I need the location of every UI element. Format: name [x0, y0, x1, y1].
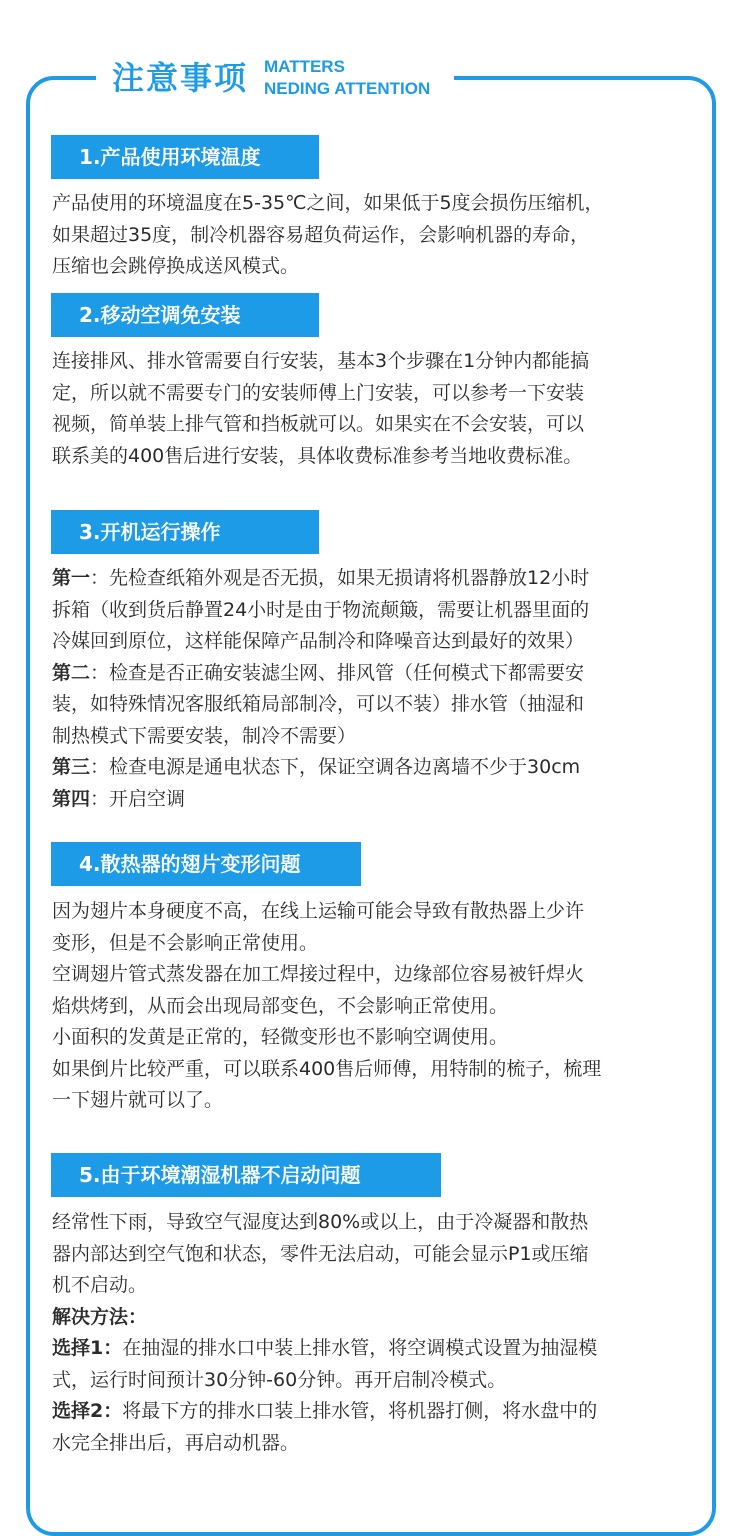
page-title: 注意事项	[112, 59, 249, 97]
text-line: 焰烘烤到，从而会出现局部变色，不会影响正常使用。	[52, 994, 509, 1017]
section-2-body	[52, 346, 712, 472]
solution-heading: 解决方法：	[52, 1305, 148, 1328]
text-line: 器内部达到空气饱和状态，零件无法启动，可能会显示P1或压缩	[52, 1242, 589, 1265]
text-line: 小面积的发黄是正常的，轻微变形也不影响空调使用。	[52, 1026, 509, 1048]
text-line: 空调翅片管式蒸发器在加工焊接过程中，边缘部位容易被钎焊火	[52, 963, 585, 985]
step-4-line	[52, 784, 712, 816]
section-5-body	[52, 1207, 712, 1459]
text-line: 压缩也会跳停换成送风模式。	[52, 255, 300, 277]
step-3-text: ：检查电源是通电状态下，保证空调各边离墙不少于30cm	[90, 756, 581, 778]
section-2-heading: 2.移动空调免安装	[51, 293, 319, 337]
step-3-prefix: 第三	[52, 756, 91, 778]
option-2-prefix: 选择2：	[52, 1400, 123, 1422]
step-1-text: ：先检查纸箱外观是否无损，如果无损请将机器静放12小时	[90, 567, 590, 589]
step-2-line	[52, 658, 712, 690]
text-line: 如果超过35度，制冷机器容易超负荷运作，会影响机器的寿命，	[52, 223, 590, 246]
text-line: 如果倒片比较严重，可以联系400售后师傅，用特制的梳子，梳理	[52, 1057, 602, 1080]
subtitle-line-1: MATTERS	[264, 57, 345, 76]
step-2-text: ：检查是否正确安装滤尘网、排风管（任何模式下都需要安	[90, 661, 585, 684]
text-line: 因为翅片本身硬度不高，在线上运输可能会导致有散热器上少许	[52, 900, 585, 922]
option-2-text: 将最下方的排水口装上排水管，将机器打侧，将水盘中的	[122, 1400, 598, 1422]
text-line: 产品使用的环境温度在5-35℃之间，如果低于5度会损伤压缩机，	[52, 192, 604, 214]
section-1-heading: 1.产品使用环境温度	[51, 135, 319, 179]
option-2-line	[52, 1396, 712, 1428]
section-3-heading: 3.开机运行操作	[51, 510, 319, 554]
step-4-prefix: 第四	[52, 787, 91, 810]
step-1-prefix: 第一	[52, 567, 91, 589]
step-2-prefix: 第二	[52, 661, 91, 684]
section-4-heading: 4.散热器的翅片变形问题	[51, 842, 361, 886]
section-1-body	[52, 188, 712, 283]
text-line: 装，如特殊情况客服纸箱局部制冷，可以不装）排水管（抽湿和	[52, 693, 585, 715]
option-1-prefix: 选择1：	[52, 1337, 123, 1359]
subtitle-line-2: NEDING ATTENTION	[264, 79, 431, 98]
section-5-heading: 5.由于环境潮湿机器不启动问题	[51, 1153, 441, 1197]
page-header	[96, 50, 454, 106]
option-1-text: 在抽湿的排水口中装上排水管，将空调模式设置为抽湿模	[122, 1337, 598, 1359]
text-line: 制热模式下需要安装，制冷不需要）	[52, 724, 357, 747]
option-1-line	[52, 1333, 712, 1365]
text-line: 经常性下雨，导致空气湿度达到80%或以上，由于冷凝器和散热	[52, 1211, 589, 1233]
text-line: 机不启动。	[52, 1274, 148, 1296]
step-4-text: ：开启空调	[90, 787, 186, 810]
step-1-line	[52, 563, 712, 595]
text-line: 式，运行时间预计30分钟-60分钟。再开启制冷模式。	[52, 1368, 507, 1391]
step-3-line	[52, 752, 712, 784]
text-line: 连接排风、排水管需要自行安装，基本3个步骤在1分钟内都能搞	[52, 350, 590, 372]
text-line: 定，所以就不需要专门的安装师傅上门安装，可以参考一下安装	[52, 381, 585, 404]
text-line: 冷媒回到原位，这样能保障产品制冷和降噪音达到最好的效果）	[52, 630, 585, 652]
text-line: 水完全排出后，再启动机器。	[52, 1431, 300, 1454]
text-line: 变形，但是不会影响正常使用。	[52, 931, 319, 954]
section-4-body	[52, 896, 712, 1117]
text-line: 视频，简单装上排气管和挡板就可以。如果实在不会安装，可以	[52, 413, 585, 435]
page-subtitle-en	[264, 56, 430, 100]
text-line: 一下翅片就可以了。	[52, 1089, 224, 1111]
text-line: 联系美的400售后进行安装，具体收费标准参考当地收费标准。	[52, 444, 583, 467]
text-line: 拆箱（收到货后静置24小时是由于物流颠簸，需要让机器里面的	[52, 598, 590, 621]
section-3-body	[52, 563, 712, 815]
